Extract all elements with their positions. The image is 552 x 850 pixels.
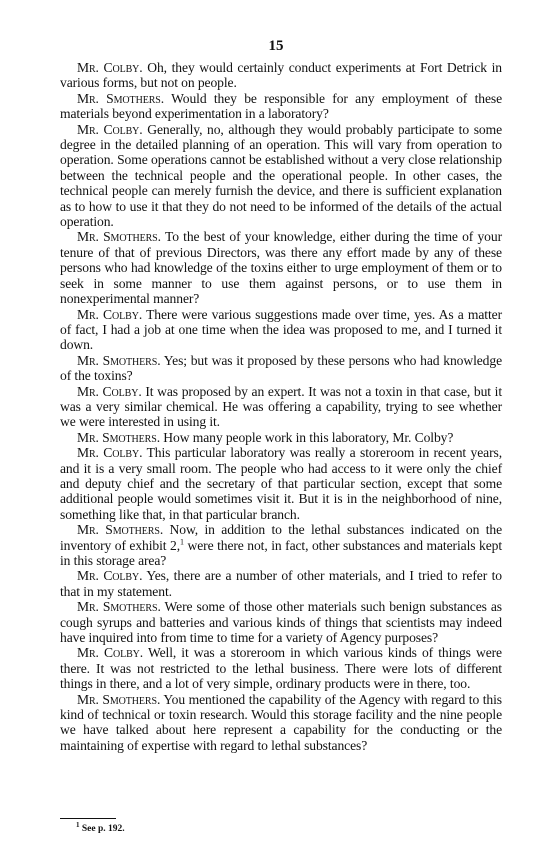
- speaker-name: Mr. Smothers.: [77, 229, 161, 245]
- speaker-name: Mr. Smothers.: [77, 599, 161, 615]
- paragraph-text: How many people work in this laboratory, Mr. Colby?: [160, 429, 454, 445]
- paragraph-text: Would they be responsible for any employment of these materials beyond experimentation in a laboratory?: [60, 90, 502, 122]
- footnote-mark: 1: [76, 820, 80, 829]
- transcript-paragraph: [60, 384, 502, 430]
- page-number: 15: [268, 38, 284, 54]
- transcript-paragraph: [60, 599, 502, 645]
- transcript-paragraph: [60, 568, 502, 599]
- transcript-paragraph: [60, 91, 502, 122]
- paragraph-text: Well, it was a storeroom in which various kinds of things were there. It was not restricted to the lethal business. There were lots of different things in there, and a lot of very simple, ordinary products were in there, too.: [60, 645, 502, 692]
- footnote-reference: 1: [180, 537, 184, 547]
- transcript-paragraph: [60, 122, 502, 230]
- transcript-paragraph: [60, 522, 502, 568]
- transcript-paragraph: [60, 645, 502, 691]
- paragraph-text: To the best of your knowledge, either during the time of your tenure of that of previous Directors, was there any effort made by any of these persons who had knowledge of the toxins either to urge employment of them or to seek in some manner to use them against persons, or to use them in nonexperimental manner?: [60, 229, 502, 307]
- footnote-text: See p. 192.: [79, 824, 125, 834]
- speaker-name: Mr. Colby.: [77, 568, 143, 584]
- paragraph-text: Oh, they would certainly conduct experiments at Fort Detrick in various forms, but not on people.: [60, 60, 502, 91]
- transcript-paragraph: [60, 692, 502, 754]
- transcript-paragraph: [60, 307, 502, 353]
- speaker-name: Mr. Smothers.: [77, 691, 161, 707]
- paragraph-text: Yes; but was it proposed by these persons who had knowledge of the toxins?: [60, 352, 503, 384]
- speaker-name: Mr. Colby.: [77, 445, 143, 461]
- paragraph-text: There were various suggestions made over time, yes. As a matter of fact, I had a job at one time when the idea was proposed to me, and I turned it down.: [60, 306, 502, 353]
- transcript-paragraph: [60, 353, 502, 384]
- speaker-name: Mr. Colby.: [77, 383, 142, 399]
- paragraph-text-continued: were there not, in fact, other substances and materials kept in this storage area?: [60, 537, 502, 568]
- paragraph-text: This particular laboratory was really a storeroom in recent years, and it is a very small room. The people who had access to it were only the chief and deputy chief and the secretary of that particular section, except that some additional people would sometimes visit it. But it is in the neighborhood of nine, something like that, in that particular branch.: [60, 445, 502, 522]
- speaker-name: Mr. Smothers.: [77, 352, 161, 368]
- speaker-name: Mr. Smothers.: [77, 90, 165, 106]
- speaker-name: Mr. Smothers.: [77, 522, 164, 538]
- paragraph-text: Generally, no, although they would probably participate to some degree in the detailed planning of an operation. This will vary from operation to operation. Some operations cannot be established without a very close relationship between the technical people and the operational people. In other cases, the technical people can merely furnish the device, and there is sufficient explanation as to how to use it that they do not need to be informed of the details of the actual operation.: [60, 121, 502, 230]
- speaker-name: Mr. Smothers.: [77, 429, 160, 445]
- transcript-paragraph: [60, 430, 502, 445]
- paragraph-text: Yes, there are a number of other materials, and I tried to refer to that in my statement.: [60, 568, 502, 599]
- speaker-name: Mr. Colby.: [77, 60, 143, 75]
- speaker-name: Mr. Colby.: [77, 121, 143, 137]
- transcript-paragraph: [60, 60, 502, 91]
- paragraph-text: Now, in addition to the lethal substances indicated on the inventory of exhibit 2,: [60, 522, 502, 553]
- speaker-name: Mr. Colby.: [77, 645, 144, 661]
- speaker-name: Mr. Colby.: [77, 306, 143, 322]
- footnote: [76, 820, 125, 835]
- transcript-body: [60, 60, 502, 753]
- footnote-divider: [60, 818, 116, 819]
- paragraph-text: It was proposed by an expert. It was not a toxin in that case, but it was a very similar chemical. He was offering a capability, trying to see whether we were interested in using it.: [60, 383, 503, 430]
- transcript-paragraph: [60, 445, 502, 522]
- paragraph-text: Were some of those other materials such benign substances as cough syrups and batteries and various kinds of things that scientists may indeed have inquired into from time to time for a variety of Agency purposes?: [60, 599, 502, 646]
- transcript-paragraph: [60, 229, 502, 306]
- paragraph-text: You mentioned the capability of the Agency with regard to this kind of technical or toxin research. Would this storage facility and the nine people we have talked about here represent a capability for the conducting or the maintaining of expertise with regard to lethal substances?: [60, 691, 502, 753]
